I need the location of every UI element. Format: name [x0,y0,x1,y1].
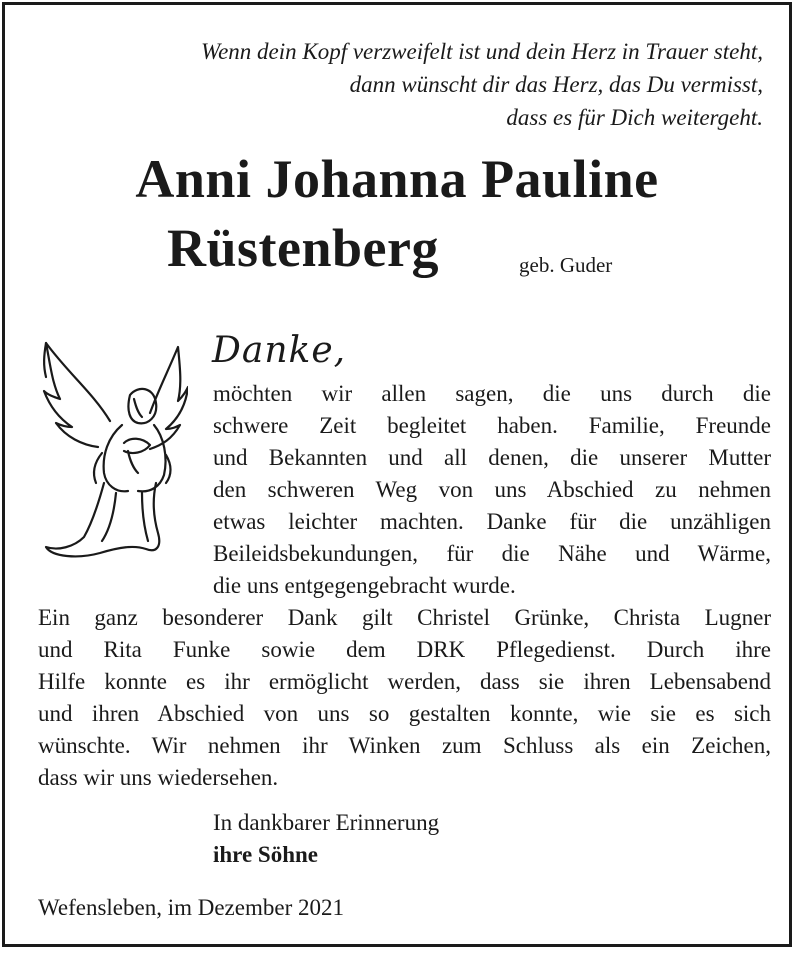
motto-line: dass es für Dich weitergeht. [506,105,763,130]
closing-remembrance: In dankbarer Erinnerung [213,810,440,835]
deceased-surname: Rüstenberg [167,218,439,278]
place-and-date: Wefensleben, im Dezember 2021 [38,895,344,920]
thanks-paragraph-1 [213,378,771,602]
motto-verse [201,35,763,134]
motto-line: Wenn dein Kopf verzweifelt ist und dein Herz in Trauer steht, [201,39,763,64]
paragraph-line: und Bekannten und all denen, die unserer Mutter [213,445,771,470]
paragraph-line: und Rita Funke sowie dem DRK Pflegedienst. Durch ihre [38,637,771,662]
angel-icon [38,333,188,563]
thanks-heading: Danke, [212,330,347,371]
paragraph-line: Ein ganz besonderer Dank gilt Christel Grünke, Christa Lugner [38,605,771,630]
obituary-notice [2,2,792,947]
birth-name: geb. Guder [519,253,613,277]
paragraph-line: die uns entgegengebracht wurde. [213,573,516,598]
thanks-paragraph-2 [38,602,771,794]
deceased-given-names: Anni Johanna Pauline [135,149,659,209]
paragraph-line: wünschte. Wir nehmen ihr Winken zum Schluss als ein Zeichen, [38,733,771,758]
paragraph-line: den schweren Weg von uns Abschied zu nehmen [213,477,771,502]
paragraph-line: dass wir uns wiedersehen. [38,765,279,790]
paragraph-line: und ihren Abschied von uns so gestalten konnte, wie sie es sich [38,701,771,726]
paragraph-line: Beileidsbekundungen, für die Nähe und Wärme, [213,541,771,566]
paragraph-line: möchten wir allen sagen, die uns durch die [213,381,771,406]
paragraph-line: etwas leichter machten. Danke für die unzähligen [213,509,771,534]
paragraph-line: schwere Zeit begleitet haben. Familie, Freunde [213,413,771,438]
paragraph-line: Hilfe konnte es ihr ermöglicht werden, dass sie ihren Lebensabend [38,669,771,694]
motto-line: dann wünscht dir das Herz, das Du vermisst, [349,72,763,97]
signature: ihre Söhne [213,842,319,867]
